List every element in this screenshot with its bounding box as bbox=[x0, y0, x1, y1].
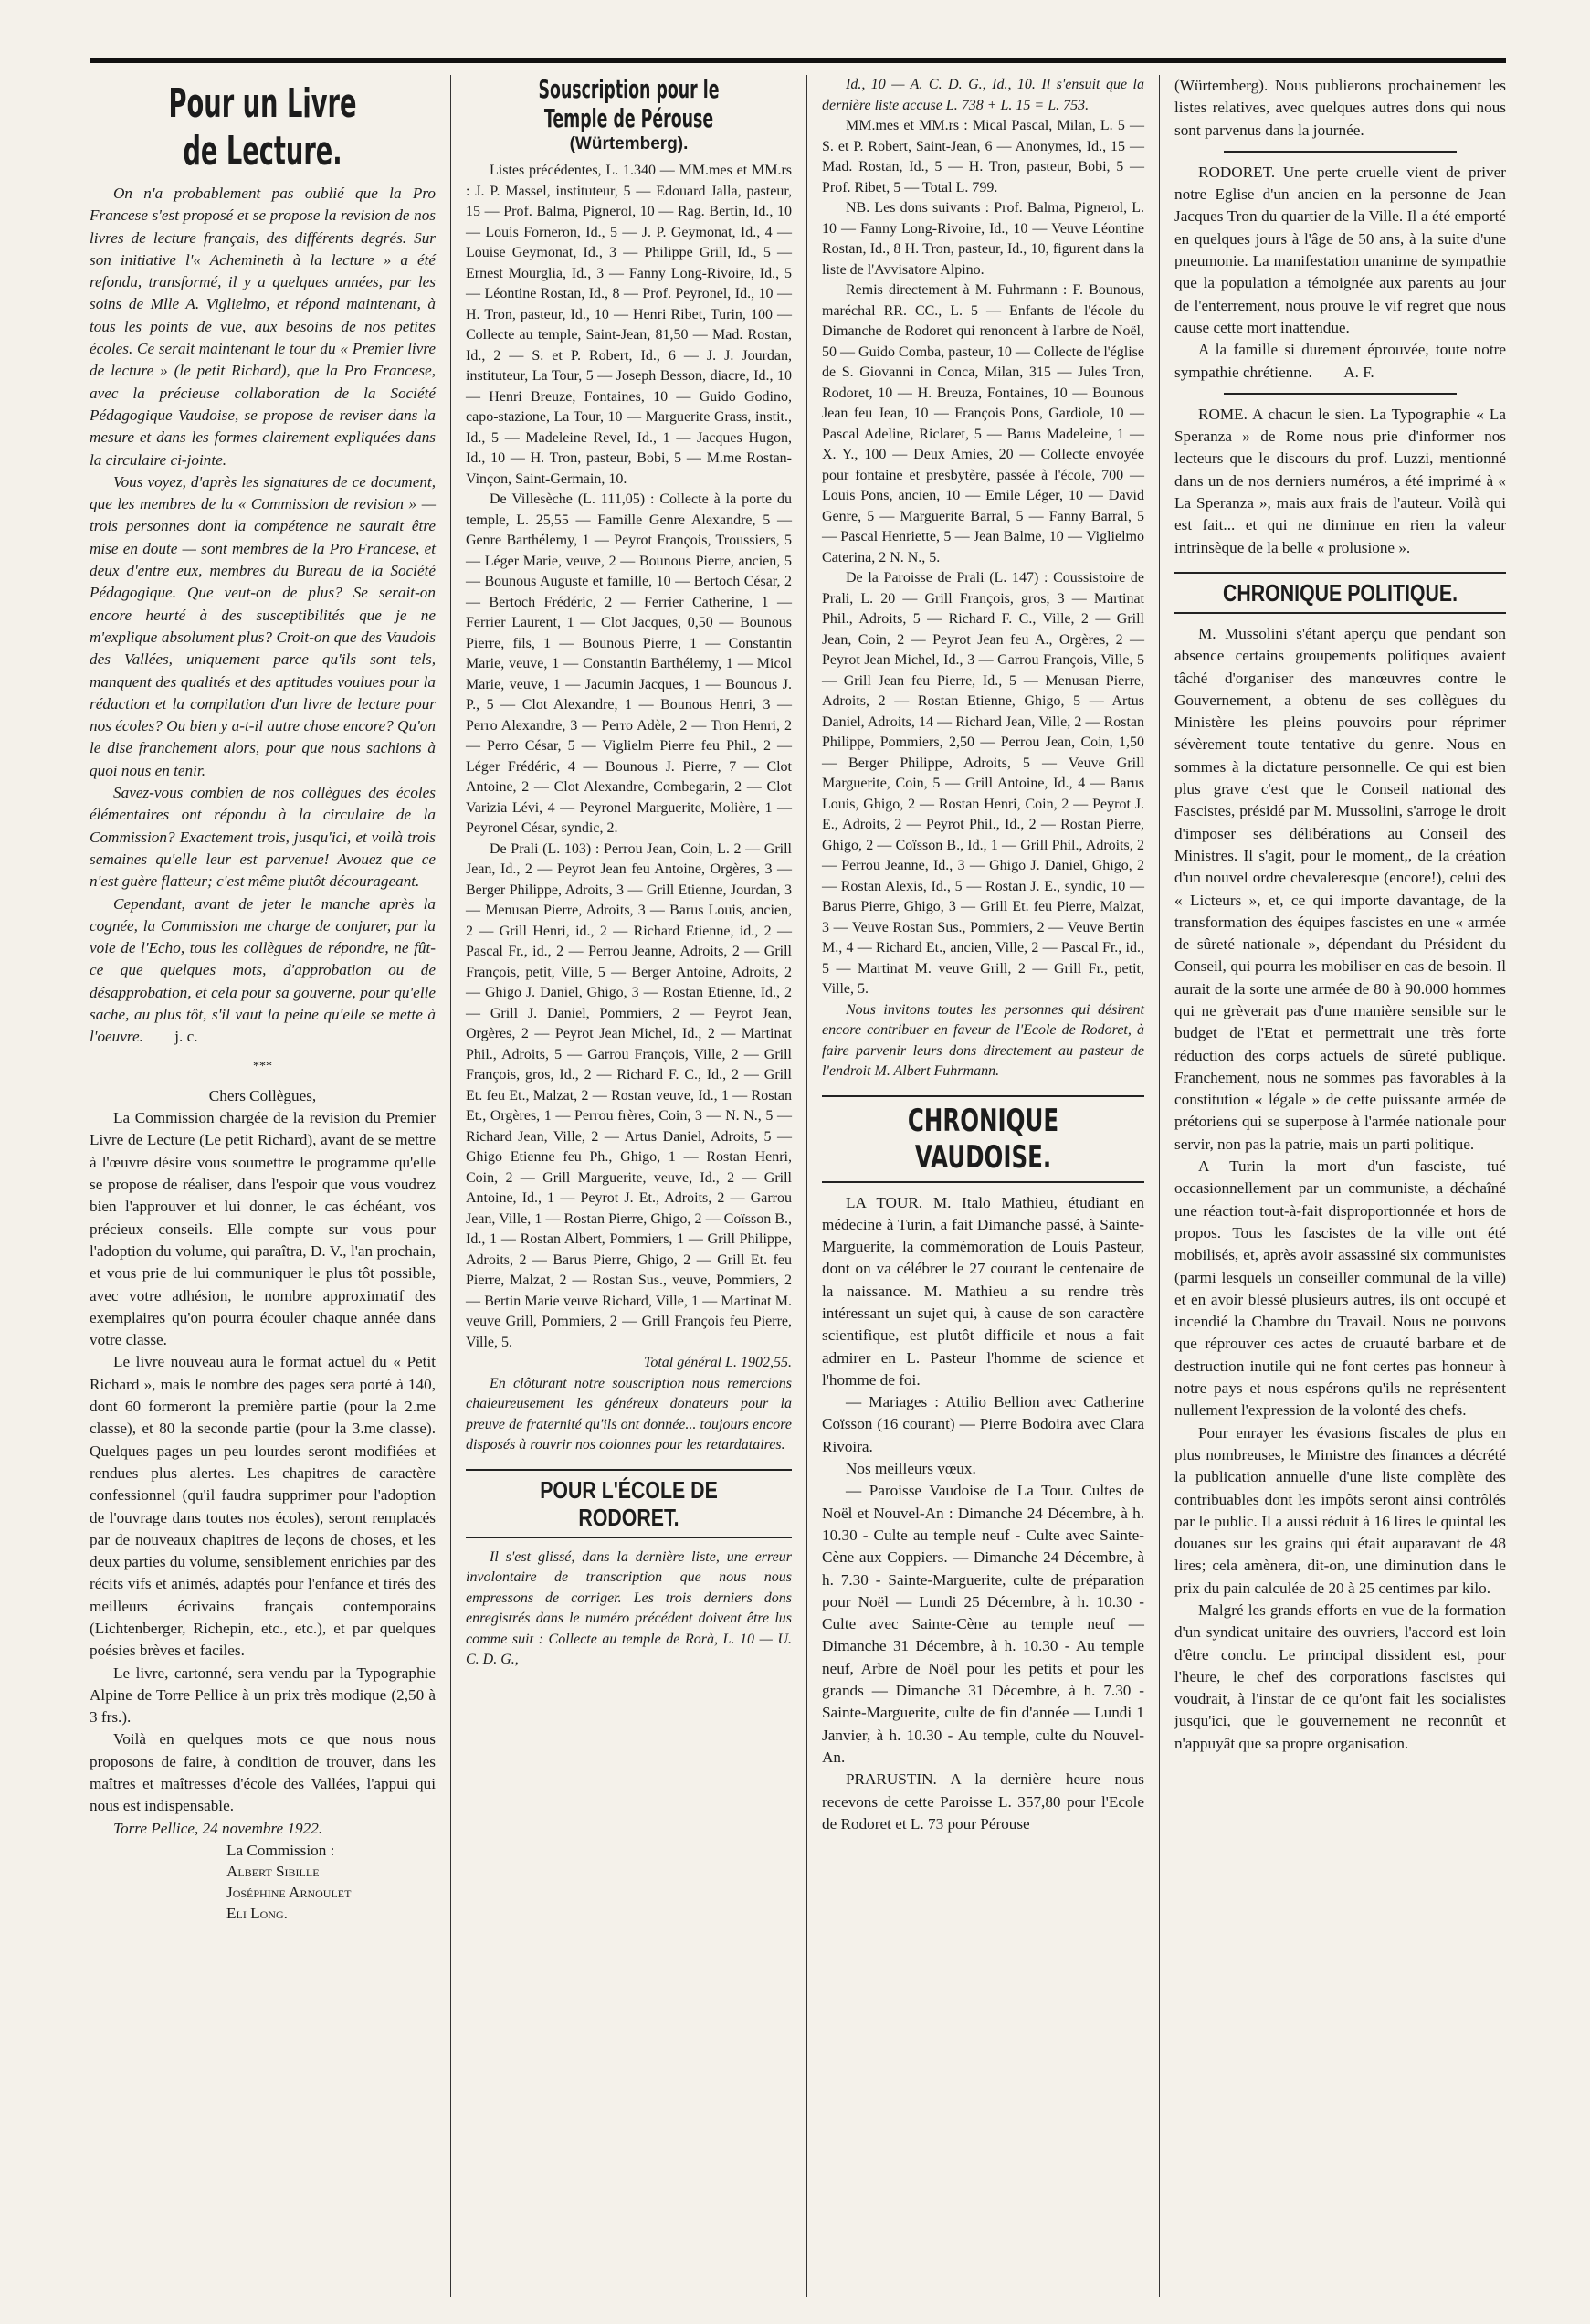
commission-label: La Commission : bbox=[226, 1841, 335, 1859]
paragraph-text: A la famille si durement éprouvée, toute notre sympathie chrétienne. bbox=[1174, 341, 1506, 381]
paragraph bbox=[1174, 339, 1506, 384]
paragraph: Listes précédentes, L. 1.340 — MM.mes et MM.rs : J. P. Massel, instituteur, 5 — Edouard Jalla, pasteur, 15 — Prof. Balma, Pignerol, 10 — Rag. Bertin, Id., 10 — Louis Forneron, Id., 5 — J. P. Geymonat, Id., 4 — Louise Geymonat, Id., 3 — Philippe Grill, Id., 5 — Ernest Mourglia, Id., 3 — Fanny Long-Rivoire, Id., 5 — Léontine Rostan, Id., 8 — Prof. Peyronel, Id., 10 — H. Tron, pasteur, Id., 10 — Henri Ribet, Turin, 100 — Collecte au temple, Saint-Jean, 81,50 — Mad. Rostan, Id., 2 — S. et P. Robert, Id., 6 — J. J. Jourdan, instituteur, La Tour, 5 — Joseph Besson, diacre, Id., 10 — Henri Breuze, Fontaines, 10 — Guido Godino, capo-stazione, La Tour, 10 — Marguerite Grass, instit., Id., 5 — Madeleine Revel, Id., 1 — Jacques Hugon, Id., 10 — H. Tron, pasteur, Bobi, 5 — M.me Rostan-Vinçon, Saint-Germain, 10. bbox=[466, 163, 792, 487]
paragraph: PRARUSTIN. A la dernière heure nous recevons de cette Paroisse L. 357,80 pour l'Ecole de Rodoret et L. 73 pour Pérouse bbox=[822, 1770, 1144, 1833]
paragraph bbox=[90, 893, 436, 1049]
paragraph: ROME. A chacun le sien. La Typographie « La Speranza » de Rome nous prie d'informer nos lecteurs que le discours du prof. Luzzi, mentionné dans un de nos derniers numéros, a été imprimé à « La Speranza », mais aux frais de l'auteur. Voilà qui est fait... et qui ne diminue en rien la valeur intrinsèque de la belle « prolusione ». bbox=[1174, 405, 1506, 556]
article-title-chronique-politique: CHRONIQUE POLITIQUE. bbox=[1222, 578, 1458, 607]
signer-name: Albert Sibille bbox=[226, 1862, 320, 1880]
top-rule bbox=[90, 58, 1506, 63]
initials-signature: j. c. bbox=[174, 1028, 198, 1046]
signer-name: Eli Long. bbox=[226, 1904, 288, 1922]
initials-signature: A. F. bbox=[1343, 363, 1374, 381]
article-title-livre-lecture: Pour un Livre de Lecture. bbox=[168, 80, 357, 174]
paragraph: De Prali (L. 103) : Perrou Jean, Coin, L. 2 — Grill Jean, Id., 2 — Peyrot Jean feu Antoine, Orgères, 3 — Berger Philippe, Adroits, 3 — Grill Etienne, Jourdan, 3 — Menusan Pierre, Adroits, 3 — Barus Louis, ancien, 2 — Grill Henri, id., 2 — Richard Etienne, id., 2 — Pascal Fr., id., 2 — Perrou Jeanne, Adroits, 2 — Grill François, petit, Ville, 5 — Berger Antoine, Adroits, 2 — Ghigo J. Daniel, Ghigo, 3 — Rostan Etienne, Id., 2 — Grill J. Daniel, Pommiers, 2 — Peyrot Jean, Orgères, 2 — Peyrot Jean Michel, Id., 2 — Martinat Phil., Adroits, 5 — Garrou François, Ville, 2 — Grill François, gros, Id., 2 — Richard F. C., Id., 2 — Grill Et. feu Et., Malzat, 2 — Rostan veuve, Id., 1 — Rostan Et., Orgères, 1 — Perrou frères, Coin, 3 — N. N., 5 — Richard Jean, Ville, 2 — Artus Daniel, Adroits, 5 — Ghigo Etienne feu Ph., Ghigo, 1 — Rostan Henri, Coin, 2 — Grill Marguerite, veuve, Id., 2 — Grill Antoine, Id., 1 — Peyrot J. Et., Adroits, 2 — Garrou Jean, Ville, 1 — Rostan Pierre, Ghigo, 2 — Coïsson B., Id., 1 — Rostan Albert, Pommiers, 1 — Grill Philippe, Adroits, 2 — Barus Pierre, Ghigo, 2 — Grill Et. feu Pierre, Malzat, 2 — Rostan Sus., veuve, Pommiers, 2 — Bertin Marie veuve Richard, Ville, 1 — Martinat M. veuve Grill, Pommiers, 2 — Grill François feu Pierre, Ville, 5. bbox=[466, 840, 792, 1350]
divider bbox=[1224, 151, 1456, 153]
salutation: Chers Collègues, bbox=[208, 1086, 317, 1104]
paragraph: Nous invitons toutes les personnes qui désirent encore contribuer en faveur de l'Ecole de Rodoret, à faire parvenir leurs dons directement au pasteur de l'endroit M. Albert Fuhrmann. bbox=[822, 1001, 1144, 1079]
paragraph: M. Mussolini s'étant aperçu que pendant son absence certains groupements politiques avaient tâché d'organiser des manœuvres contre le Gouvernement, a obtenu de ses collègues du Ministère les pleins pouvoirs pour réprimer sévèrement toute tentative du genre. Nous en sommes à la dictature personnelle. Ce qui est bien plus grave c'est que le Conseil national des Fascistes, présidé par M. Mussolini, s'arroge le droit d'imposer ses délibérations au Conseil des Ministres. Il s'agit, pour le moment,, de la création d'un nouvel ordre chevaleresque (encore!), celui des « Licteurs », et, ce qui importe davantage, de la transformation des équipes fascistes en une « armée de sûreté nationale », dépendant du Président du Conseil, qui pourra les mobiliser en cas de besoin. Il aurait de la sorte une armée de 80 à 90.000 hommes qui ne grèverait pas d'une manière sensible sur le budget de l'Etat et permettrait une très forte réduction des corps actuels de sûreté publique. Franchement, nous ne sommes pas favorables à la constitution « légale » de cette puissante armée de prétoriens qui se superpose à l'armée nationale pour servir, non pas la patrie, mais un parti politique. bbox=[1174, 624, 1506, 1153]
column-1 bbox=[90, 75, 450, 2297]
signer-name: Joséphine Arnoulet bbox=[226, 1883, 352, 1901]
article-subtitle: (Würtemberg). bbox=[569, 134, 689, 153]
paragraph: A Turin la mort d'un fasciste, tué occasionnellement par un communiste, a déchaîné une réaction tout-à-fait disproportionnée et hors de propos. Tous les fascistes de la ville ont été mobilisés, et, après avoir assassiné six communistes (parmi lesquels un conseiller communal de la ville) et en avoir blessé plusieurs autres, ils ont occupé et incendié la Chambre du Travail. Nous ne pouvons que réprouver ces actes de cruauté barbare et de destruction inutile qui ne font certes pas honneur à notre pays et nous espérons qu'ils ne représentent nullement l'expression de la volonté des chefs. bbox=[1174, 1157, 1506, 1420]
paragraph: Savez-vous combien de nos collègues des écoles élémentaires ont répondu à la circulaire de la Commission? Exactement trois, jusqu'ici, et voilà trois semaines qu'elle leur est parvenue! Avouez que ce n'est guère flatteur; c'est même plutôt décourageant. bbox=[90, 784, 436, 891]
paragraph: Le livre, cartonné, sera vendu par la Typographie Alpine de Torre Pellice à un prix très modique (2,50 à 3 frs.). bbox=[90, 1664, 436, 1727]
article-title-chronique-vaudoise: CHRONIQUE VAUDOISE. bbox=[907, 1102, 1059, 1176]
paragraph: — Paroisse Vaudoise de La Tour. Cultes de Noël et Nouvel-An : Dimanche 24 Décembre, à h. 10.30 - Culte au temple neuf - Culte avec Sainte-Cène aux Coppiers. — Dimanche 24 Décembre, à h. 7.30 - Sainte-Marguerite, culte de préparation pour Noël — Lundi 25 Décembre, à h. 10.30 - Culte avec Sainte-Cène au temple neuf — Dimanche 31 Décembre, à h. 10.30 - Au temple neuf, Arbre de Noël pour les petits et pour les grands — Dimanche 31 Décembre, à h. 7.30 - Sainte-Marguerite, culte de fin d'année — Lundi 1 Janvier, à h. 10.30 - Au temple, culte du Nouvel-An. bbox=[822, 1482, 1144, 1766]
dateline: Torre Pellice, 24 novembre 1922. bbox=[113, 1819, 323, 1837]
section-box bbox=[822, 1095, 1144, 1183]
paragraph: De la Paroisse de Prali (L. 147) : Coussistoire de Prali, L. 20 — Grill François, gros, 3 — Martinat Phil., Adroits, 5 — Richard F. C., Ville, 2 — Grill Jean, Coin, 2 — Peyrot Jean feu A., Orgères, 2 — Peyrot Jean Michel, Id., 3 — Garrou François, Ville, 5 — Grill Jean feu Pierre, Id., 5 — Menusan Pierre, Adroits, 2 — Rostan Etienne, Ghigo, 5 — Artus Daniel, Adroits, 14 — Richard Jean, Ville, 2 — Rostan Philippe, Pommiers, 2,50 — Perrou Jean, Coin, 1,50 — Berger Philippe, Adroits, 5 — Veuve Grill Marguerite, Coin, 5 — Grill Antoine, Id., 4 — Barus Louis, Ghigo, 2 — Rostan Henri, Coin, 2 — Peyrot J. E., Adroits, 2 — Peyrot Phil., Id., 2 — Rostan Pierre, Ghigo, 2 — Coïsson B., Id., 1 — Grill Phil., Adroits, 2 — Perrou Jeanne, Id., 3 — Ghigo J. Daniel, Ghigo, 2 — Rostan Alexis, Id., 5 — Rostan J. E., syndic, 10 — Barus Pierre, Ghigo, 3 — Grill Et. feu Pierre, Malzat, 3 — Veuve Rostan Sus., Pommiers, 2 — Veuve Bertin M., 4 — Richard Et., ancien, Ville, 2 — Pascal Fr., id., 5 — Martinat M. veuve Grill, 2 — Grill Fr., petit, Ville, 5. bbox=[822, 570, 1144, 997]
paragraph: Vous voyez, d'après les signatures de ce document, que les membres de la « Commission de revision » — trois personnes dont la compétence ne saurait être mise en doute — sont membres de la Pro Francese, et deux d'entre eux, membres du Bureau de la Société Pédagogique. Que veut-on de plus? Se serait-on encore heurté à des susceptibilités que je ne m'explique absolument plus? Croit-on que des Vaudois des Vallées, uniquement parce qu'ils sont tels, manquent des qualités et des aptitudes voulues pour la rédaction et la compilation d'un livre de lecture pour nos écoles? Ou bien y a-t-il autre chose encore? Qu'on le dise franchement alors, pour que nous sachions à quoi nous en tenir. bbox=[90, 472, 436, 779]
paragraph: Pour enrayer les évasions fiscales de plus en plus nombreuses, le Ministre des finances a décrété la publication annuelle d'une liste complète des contribuables dont les impôts seront ainsi contrôlés par le public. Il a aussi réduit à 16 lires le quintal les douanes sur les grains qui était auparavant de 48 lires; cela amènera, dit-on, une diminution dans le prix du pain calculée de 20 à 25 centimes par kilo. bbox=[1174, 1423, 1506, 1597]
paragraph: LA TOUR. M. Italo Mathieu, étudiant en médecine à Turin, a fait Dimanche passé, à Sainte-Marguerite, la commémoration de Louis Pasteur, dont on va célébrer le 27 courant le centenaire de la naissance. M. Mathieu a su rendre très intéressant un sujet qui, à cause de son caractère scientifique, est plutôt difficile et nous a fait admirer en L. Pasteur l'homme de science et l'homme de foi. bbox=[822, 1193, 1144, 1389]
paragraph: Remis directement à M. Fuhrmann : F. Bounous, maréchal RR. CC., L. 5 — Enfants de l'école du Dimanche de Rodoret qui renoncent à l'arbre de Noël, 50 — Guido Comba, pasteur, 10 — Collecte de l'église de S. Giovanni in Conca, Milan, 315 — Jules Tron, Rodoret, 10 — H. Breuza, Fontaines, 10 — Bounous Jean feu Jean, 10 — François Pons, Gardiole, 10 — Pascal Adeline, Riclaret, 5 — Barus Madeleine, 1 — X. Y., 100 — Deux Amies, 20 — Collecte envoyée pour fontaine et presbytère, passée à l'école, 700 — Louis Pons, ancien, 10 — Emile Léger, 10 — David Genre, 5 — Marguerite Barral, 5 — Fanny Barral, 5 — Pascal Henriette, 5 — Jean Balme, 10 — Viglielmo Caterina, 2 N. N., 5. bbox=[822, 282, 1144, 565]
commission-signature bbox=[90, 1840, 436, 1924]
column-3 bbox=[806, 75, 1159, 2297]
section-box bbox=[1174, 572, 1506, 614]
separator-stars: *** bbox=[253, 1059, 272, 1073]
paragraph: (Würtemberg). Nous publierons prochainement les listes relatives, avec quelques autres dons qui nous sont parvenus dans la journée. bbox=[1174, 77, 1506, 139]
section-box bbox=[466, 1469, 792, 1538]
paragraph: De Villesèche (L. 111,05) : Collecte à la porte du temple, L. 25,55 — Famille Genre Alexandre, 5 — Genre Barthélemy, 1 — Peyrot François, Troussiers, 5 — Léger Marie, veuve, 2 — Bounous Pierre, ancien, 5 — Bounous Auguste et famille, 10 — Bertoch César, 2 — Bertoch Frédéric, 2 — Ferrier Catherine, 1 — Ferrier Laurent, 1 — Clot Jacques, 0,50 — Bounous Pierre, fils, 1 — Bounous Pierre, 1 — Constantin Marie, veuve, 1 — Constantin Barthélemy, 1 — Micol Marie, veuve, 1 — Jacumin Jacques, 1 — Bounous J. P., 5 — Clot Alexandre, 1 — Bounous Henri, 3 — Perro Alexandre, 3 — Perro Adèle, 2 — Tron Henri, 2 — Perro César, 5 — Viglielm Pierre feu Phil., 2 — Léger Frédéric, 4 — Bounous J. Pierre, 7 — Clot Antoine, 2 — Clot Alexandre, Combegarin, 2 — Clot Varizia Lévi, 4 — Peyronel Marguerite, Molière, 1 — Peyronel César, syndic, 2. bbox=[466, 491, 792, 836]
total-line: Total général L. 1902,55. bbox=[643, 1355, 792, 1370]
paragraph: Malgré les grands efforts en vue de la formation d'un syndicat unitaire des ouvriers, l'accord est loin d'être conclu. Le principal dissident est, pour l'heure, le chef des corporations fascistes qui voudrait, à l'instar de ce qu'ont fait les socialistes jusqu'ici, que le gouvernement ne reconnût et n'appuyât que sa propre organisation. bbox=[1174, 1601, 1506, 1752]
columns bbox=[90, 75, 1506, 2297]
paragraph: Nos meilleurs vœux. bbox=[846, 1460, 976, 1478]
paragraph: — Mariages : Attilio Bellion avec Catherine Coïsson (16 courant) — Pierre Bodoira avec Clara Rivoira. bbox=[822, 1393, 1144, 1455]
paragraph-text: Cependant, avant de jeter le manche après la cognée, la Commission me charge de conjurer, par la voie de l'Echo, tous les collègues de répondre, ne fût-ce que quelques mots, d'approbation ou de désapprobation, et cela pour sa gouverne, pour qu'elle sache, au plus tôt, s'il vaut la peine qu'elle se mette à l'oeuvre. bbox=[90, 894, 436, 1046]
paragraph: En clôturant notre souscription nous remercions chaleureusement les généreux donateurs pour la preuve de fraternité qu'ils ont donnée... toujours encore disposés à rouvrir nos colonnes pour les retardataires. bbox=[466, 1375, 792, 1452]
paragraph: Id., 10 — A. C. D. G., Id., 10. Il s'ensuit que la dernière liste accuse L. 738 + L. 15 = L. 753. bbox=[822, 77, 1144, 113]
paragraph: Voilà en quelques mots ce que nous nous proposons de faire, à condition de trouver, dans les maîtres et maîtresses d'école des Vallées, l'appui qui nous est indispensable. bbox=[90, 1730, 436, 1815]
paragraph: MM.mes et MM.rs : Mical Pascal, Milan, L. 5 — S. et P. Robert, Saint-Jean, 6 — Anonymes, Id., 15 — Mad. Rostan, Id., 5 — H. Tron, pasteur, Bobi, 5 — Prof. Ribet, 5 — Total L. 799. bbox=[822, 118, 1144, 195]
paragraph: La Commission chargée de la revision du Premier Livre de Lecture (Le petit Richard), avant de se mettre à l'œuvre désire vous soumettre le programme qu'elle se propose de réaliser, dans l'espoir que vous voudrez bien l'approuver et lui donner, le cas échéant, vos précieux conseils. Elle compte sur vous pour l'adoption du volume, qui paraîtra, D. V., l'an prochain, et vous prie de lui communiquer le plus tôt possible, avec votre adhésion, le nombre approximatif des exemplaires qu'on pourra écouler chaque année dans votre classe. bbox=[90, 1109, 436, 1349]
paragraph: Il s'est glissé, dans la dernière liste, une erreur involontaire de transcription que nous nous empressons de corriger. Les trois derniers dons enregistrés dans le numéro précédent doivent être lus comme suit : Collecte au temple de Rorà, L. 10 — U. C. D. G., bbox=[466, 1548, 792, 1667]
paragraph: Le livre nouveau aura le format actuel du « Petit Richard », mais le nombre des pages sera porté à 140, dont 60 formeront la première partie (pour la 2.me classe), et 80 la seconde partie (pour la 3.me classe). Quelques pages un peu lourdes seront modifiées et rendues plus alertes. Les chapitres de caractère confessionnel (qu'il faudra supprimer pour l'adoption de l'ouvrage dans toutes nos écoles), seront remplacés par de nouveaux chapitres de leçons de choses, et les deux parties du volume, sensiblement enrichies par des récits vifs et animés, adaptés pour l'enfance et tirés des meilleurs écrivains français contemporains (Lichtenberger, Richepin, etc., etc.), et par quelques poésies brèves et faciles. bbox=[90, 1353, 436, 1660]
paragraph: On n'a probablement pas oublié que la Pro Francese s'est proposé et se propose la revision de nos livres de lecture français, des différents degrés. Sur son initiative l'« Achemineth à la lecture » a été refondu, transformé, il y a quelques années, par les soins de Mlle A. Viglielmo, et répond maintenant, à tous les points de vue, aux besoins de nos petites écoles. Ce serait maintenant le tour du « Premier livre de lecture » (le petit Richard), que la Pro Francese, avec la précieuse collaboration de la Société Pédagogique Vaudoise, se propose de reviser dans la mesure et dans les formes clairement expliquées dans la circulaire ci-jointe. bbox=[90, 185, 436, 469]
column-4 bbox=[1159, 75, 1506, 2297]
paragraph: NB. Les dons suivants : Prof. Balma, Pignerol, L. 10 — Fanny Long-Rivoire, Id., 10 — Veuve Léontine Rostan, Id., 8 H. Tron, pasteur, Id., 10, figurent dans la liste de l'Avvisatore Alpino. bbox=[822, 200, 1144, 278]
article-title-rodoret: POUR L'ÉCOLE DE RODORET. bbox=[540, 1475, 718, 1531]
divider bbox=[1224, 393, 1456, 395]
paragraph: RODORET. Une perte cruelle vient de priver notre Eglise d'un ancien en la personne de Jean Jacques Tron du quartier de la Ville. Il a été emporté en quelques jours à l'âge de 50 ans, à la suite d'une pneumonie. La manifestation unanime de sympathie que la population a témoignée aux parents au jour de l'enterrement, nous prouve le vif regret que nous cause cette mort inattendue. bbox=[1174, 163, 1506, 336]
column-2 bbox=[450, 75, 806, 2297]
article-title-souscription: Souscription pour le Temple de Pérouse bbox=[538, 75, 720, 133]
